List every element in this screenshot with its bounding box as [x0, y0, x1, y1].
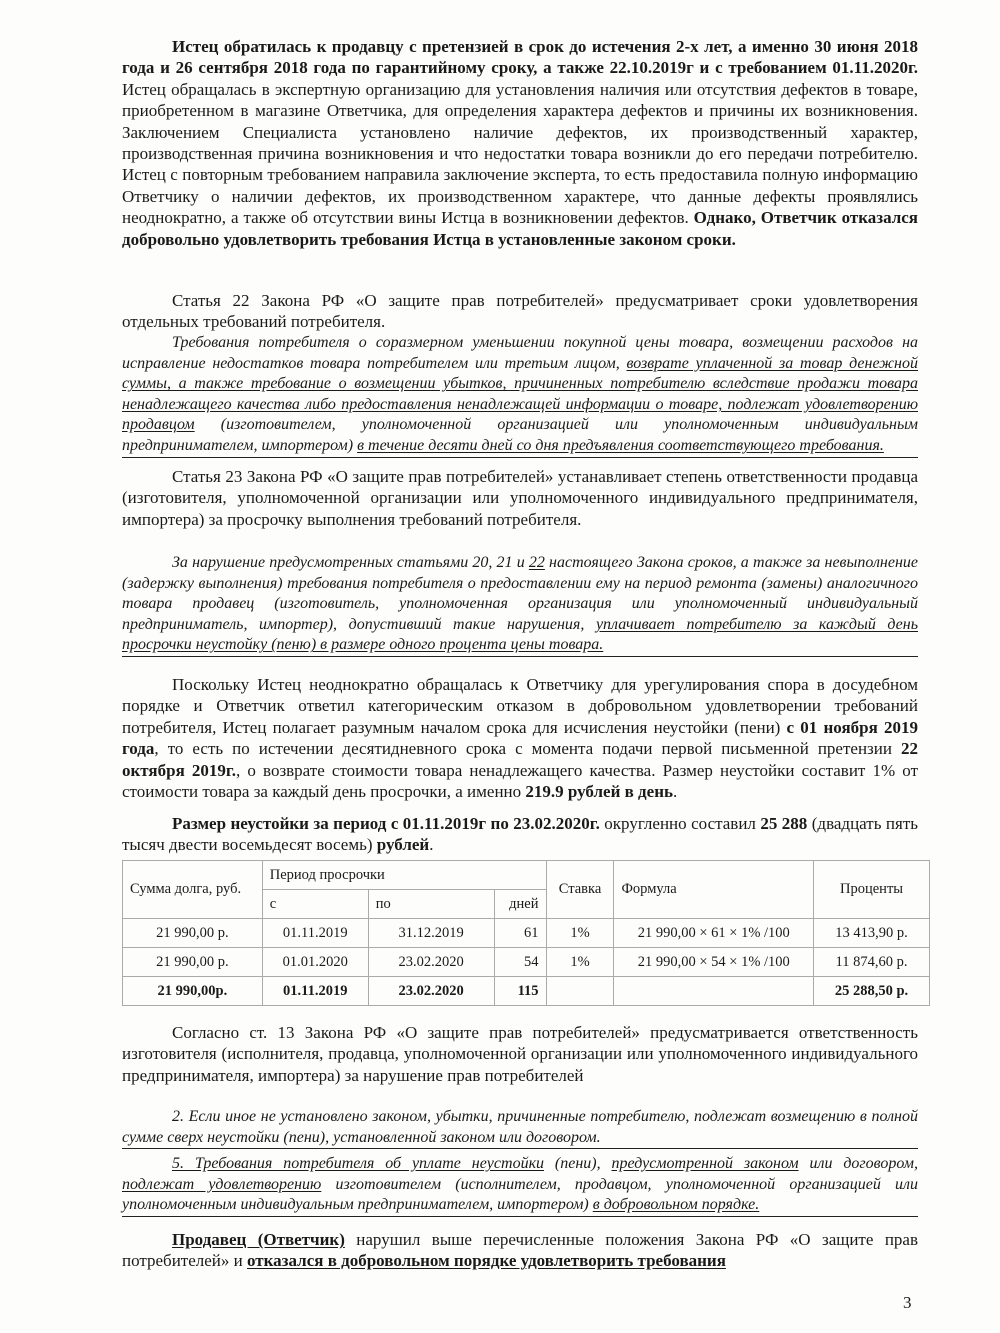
header-debt-sum: Сумма долга, руб. [123, 861, 263, 919]
paragraph-seller-violation: Продавец (Ответчик) нарушил выше перечисленные положения Закона РФ «О защите прав потребителей» и отказался в добровольном порядке удовлетворить требования [122, 1230, 918, 1271]
cell-days: 54 [494, 948, 546, 977]
header-days: дней [494, 890, 546, 919]
expertise-text: Истец обращалась в экспертную организацию для установления наличия или отсутствия дефектов в товаре, приобретенном в магазине Ответчика, для определения характера дефектов и причины их возникновения. Заключением Специалиста установлено наличие дефектов, их производственный характер, производственная причина возникновения и что недостатки товара возникли до его передачи потребителю. Истец с повторным требованием направила заключение эксперта, то есть предоставила полную информацию Ответчику о наличии дефектов, их производственном характере, что данные дефекты проявлялись неоднократно, а также об отсутствии вины Истца в возникновении дефектов. [122, 79, 918, 228]
cell-to: 23.02.2020 [368, 948, 494, 977]
cell-days: 61 [494, 919, 546, 948]
cell-from: 01.11.2019 [262, 919, 368, 948]
header-to: по [368, 890, 494, 919]
header-from: с [262, 890, 368, 919]
total-formula-empty [614, 977, 814, 1006]
cell-formula: 21 990,00 × 54 × 1% /100 [614, 948, 814, 977]
total-interest: 25 288,50 р. [814, 977, 930, 1006]
cell-rate: 1% [546, 948, 614, 977]
total-to: 23.02.2020 [368, 977, 494, 1006]
quote-article-22: Требования потребителя о соразмерном уменьшении покупной цены товара, возмещении расходов на исправление недостатков товара потребителем или третьим лицом, возврате уплаченной за товар денежной суммы, а также требование о возмещении убытков, причиненных потребителю вследствие продажи товара ненадлежащего качества либо предоставления ненадлежащей информации о товаре, подлежат удовлетворению продавцом (изготовителем, уполномоченной организацией или уполномоченным индивидуальным предпринимателем, импортером) в течение десяти дней со дня предъявления соответствующего требования. [122, 333, 918, 458]
paragraph-claim-history [122, 36, 918, 250]
paragraph-article-23: Статья 23 Закона РФ «О защите прав потребителей» устанавливает степень ответственности продавца (изготовителя, уполномоченной организации или уполномоченного индивидуального предпринимателя, импортера) за просрочку выполнения требований потребителя. [122, 467, 918, 529]
page-number: 3 [903, 1293, 912, 1312]
header-formula: Формула [614, 861, 814, 919]
cell-sum: 21 990,00 р. [123, 919, 263, 948]
penalty-table [122, 860, 930, 1006]
cell-interest: 13 413,90 р. [814, 919, 930, 948]
cell-interest: 11 874,60 р. [814, 948, 930, 977]
cell-from: 01.01.2020 [262, 948, 368, 977]
cell-formula: 21 990,00 × 61 × 1% /100 [614, 919, 814, 948]
quote-underlined: в течение десяти дней со дня предъявления соответствующего требования. [357, 436, 884, 454]
table-total-row [123, 977, 930, 1006]
refusal-text: Однако, Ответчик отказался добровольно удовлетворить требования Истца в установленные законом сроки. [122, 208, 918, 249]
claim-dates-text: Истец обратилась к продавцу с претензией в срок до истечения 2-х лет, а именно 30 июня 2018 года и 26 сентября 2018 года по гарантийному сроку, а также 22.10.2019г и с требованием 01.11.2020г. [122, 37, 918, 78]
table-row [123, 919, 930, 948]
header-rate: Ставка [546, 861, 614, 919]
quote-underlined: возврате уплаченной за товар денежной суммы, а также требование о возмещении убытков, причиненных потребителю вследствие продажи товара ненадлежащего качества либо предоставления ненадлежащей информации о товаре, подлежат удовлетворению продавцом [122, 354, 918, 434]
cell-to: 31.12.2019 [368, 919, 494, 948]
table-header-row [123, 861, 930, 890]
header-period: Период просрочки [262, 861, 546, 890]
total-days: 115 [494, 977, 546, 1006]
total-from: 01.11.2019 [262, 977, 368, 1006]
quote-article-23: За нарушение предусмотренных статьями 20, 21 и 22 настоящего Закона сроков, а также за невыполнение (задержку выполнения) требования потребителя о предоставлении ему на период ремонта (замены) аналогичного товара продавец (изготовитель, уполномоченная организация или уполномоченный индивидуальный предприниматель, импортер), допустивший такие нарушения, уплачивает потребителю за каждый день просрочки неустойку (пеню) в размере одного процента цены товара. [122, 553, 918, 657]
quote-article-13-p2: 2. Если иное не установлено законом, убытки, причиненные потребителю, подлежат возмещению в полной сумме сверх неустойки (пени), установленной законом или договором. [122, 1107, 918, 1149]
paragraph-penalty-total: Размер неустойки за период с 01.11.2019г по 23.02.2020г. округленно составил 25 288 (двадцать пять тысяч двести восемьдесят восемь) рублей. [122, 814, 918, 855]
paragraph-penalty-start: Поскольку Истец неоднократно обращалась к Ответчику для урегулирования спора в досудебном порядке и Ответчик ответил категорическим отказом в добровольном удовлетворении требований потребителя, Истец полагает разумным началом срока для исчисления неустойки (пени) с 01 ноября 2019 года, то есть по истечении десятидневного срока с момента подачи первой письменной претензии 22 октября 2019г., о возврате стоимости товара ненадлежащего качества. Размер неустойки составит 1% от стоимости товара за каждый день просрочки, а именно 219.9 рублей в день. [122, 675, 919, 802]
quote-underlined: уплачивает потребителю за каждый день просрочки неустойку (пеню) в размере одного процента цены товара. [122, 615, 919, 654]
total-sum: 21 990,00р. [123, 977, 263, 1006]
paragraph-article-22: Статья 22 Закона РФ «О защите прав потребителей» предусматривает сроки удовлетворения отдельных требований потребителя. [122, 291, 918, 332]
paragraph-article-13: Согласно ст. 13 Закона РФ «О защите прав потребителей» предусматривается ответственность изготовителя (исполнителя, продавца, уполномоченной организации или уполномоченного индивидуального предпринимателя, импортера) за нарушение прав потребителей [122, 1023, 918, 1085]
quote-article-13-p5: 5. Требования потребителя об уплате неустойки (пени), предусмотренной законом или договором, подлежат удовлетворению изготовителем (исполнителем, продавцом, уполномоченной организацией или уполномоченным индивидуальным предпринимателем, импортером) в добровольном порядке. [122, 1154, 918, 1217]
header-interest: Проценты [814, 861, 930, 919]
table-row [123, 948, 930, 977]
total-rate-empty [546, 977, 614, 1006]
cell-rate: 1% [546, 919, 614, 948]
cell-sum: 21 990,00 р. [123, 948, 263, 977]
